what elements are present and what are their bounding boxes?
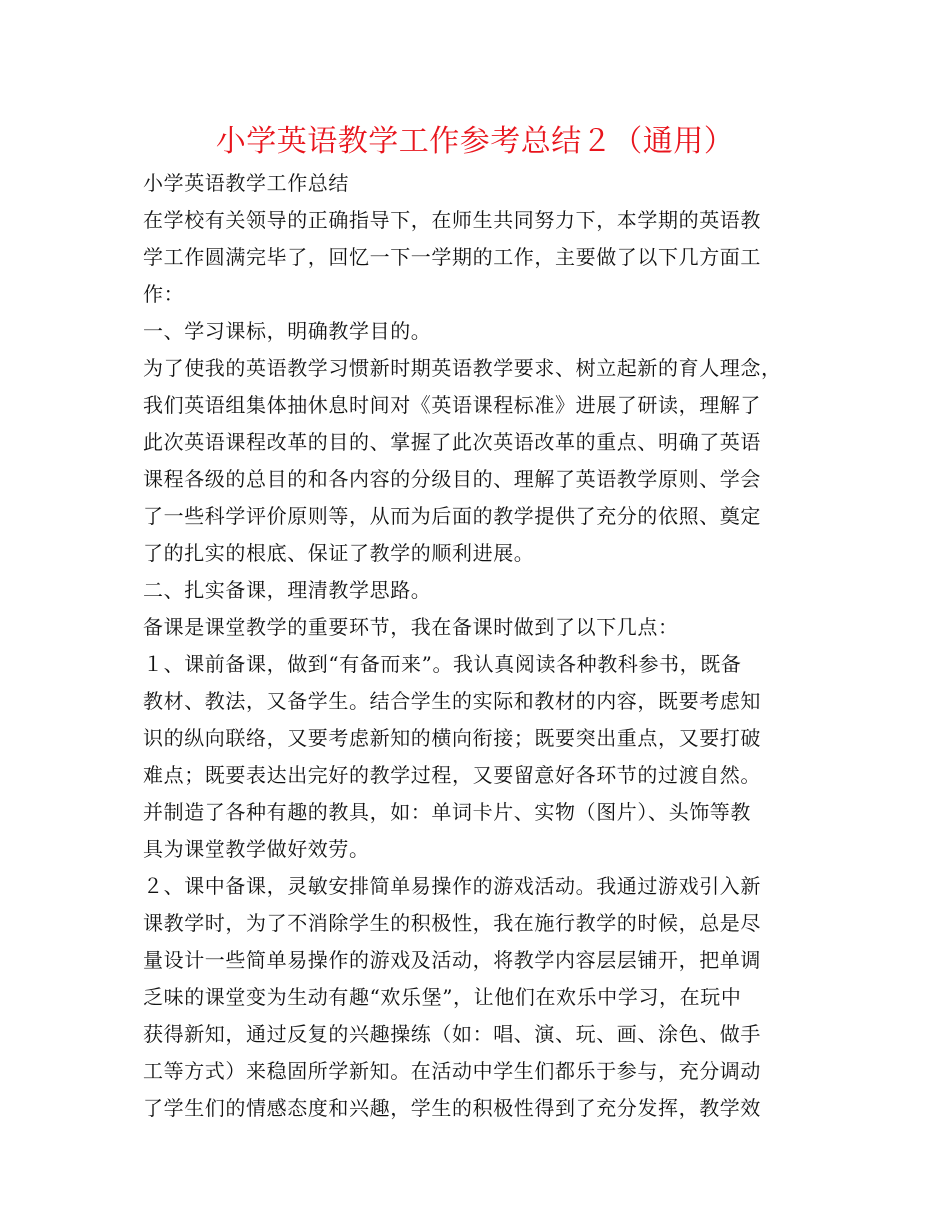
- paragraph-line: 了一些科学评价原则等，从而为后面的教学提供了充分的依照、奠定: [143, 504, 761, 528]
- paragraph-line: 并制造了各种有趣的教具，如：单词卡片、实物（图片）、头饰等教: [143, 800, 751, 824]
- document-body: [143, 165, 823, 1127]
- paragraph-line: 课程各级的总目的和各内容的分级目的、理解了英语教学原则、学会: [143, 467, 761, 491]
- paragraph-line: 工等方式）来稳固所学新知。在活动中学生们都乐于参与，充分调动: [143, 1059, 761, 1083]
- paragraph-line: 课教学时，为了不消除学生的积极性，我在施行教学的时候，总是尽: [143, 911, 761, 935]
- paragraph-line: 乏味的课堂变为生动有趣“欢乐堡”，让他们在欢乐中学习，在玩中: [143, 985, 742, 1009]
- document-title: 小学英语教学工作参考总结２（通用）: [215, 124, 735, 159]
- paragraph-line: 具为课堂教学做好效劳。: [143, 837, 370, 861]
- paragraph-line: 了学生们的情感态度和兴趣，学生的积极性得到了充分发挥，教学效: [143, 1096, 761, 1120]
- subheading-summary: 小学英语教学工作总结: [143, 171, 349, 195]
- paragraph-line: 学工作圆满完毕了，回忆一下一学期的工作，主要做了以下几方面工: [143, 245, 761, 269]
- paragraph-line: 获得新知，通过反复的兴趣操练（如：唱、演、玩、画、涂色、做手: [143, 1022, 761, 1046]
- paragraph-line: 此次英语课程改革的目的、掌握了此次英语改革的重点、明确了英语: [143, 430, 761, 454]
- paragraph-line: 我们英语组集体抽休息时间对《英语课程标准》进展了研读，理解了: [143, 393, 761, 417]
- paragraph-line: 难点；既要表达出完好的教学过程，又要留意好各环节的过渡自然。: [143, 763, 761, 787]
- paragraph-line: 在学校有关领导的正确指导下，在师生共同努力下，本学期的英语教: [143, 208, 761, 232]
- paragraph-line: 备课是课堂教学的重要环节，我在备课时做到了以下几点：: [143, 615, 679, 639]
- section-heading-2: 二、扎实备课，理清教学思路。: [143, 578, 432, 602]
- paragraph-line: 识的纵向联络，又要考虑新知的横向衔接；既要突出重点，又要打破: [143, 726, 761, 750]
- paragraph-line: 教材、教法，又备学生。结合学生的实际和教材的内容，既要考虑知: [143, 689, 761, 713]
- paragraph-line: 为了使我的英语教学习惯新时期英语教学要求、树立起新的育人理念，: [143, 356, 782, 380]
- list-item-2: ２、课中备课，灵敏安排简单易操作的游戏活动。我通过游戏引入新: [143, 874, 761, 898]
- paragraph-line: 了的扎实的根底、保证了教学的顺利进展。: [143, 541, 535, 565]
- paragraph-line: 作：: [143, 282, 185, 306]
- list-item-1: １、课前备课，做到“有备而来”。我认真阅读各种教科参书，既备: [143, 652, 742, 676]
- paragraph-line: 量设计一些简单易操作的游戏及活动，将教学内容层层铺开，把单调: [143, 948, 761, 972]
- section-heading-1: 一、学习课标，明确教学目的。: [143, 319, 432, 343]
